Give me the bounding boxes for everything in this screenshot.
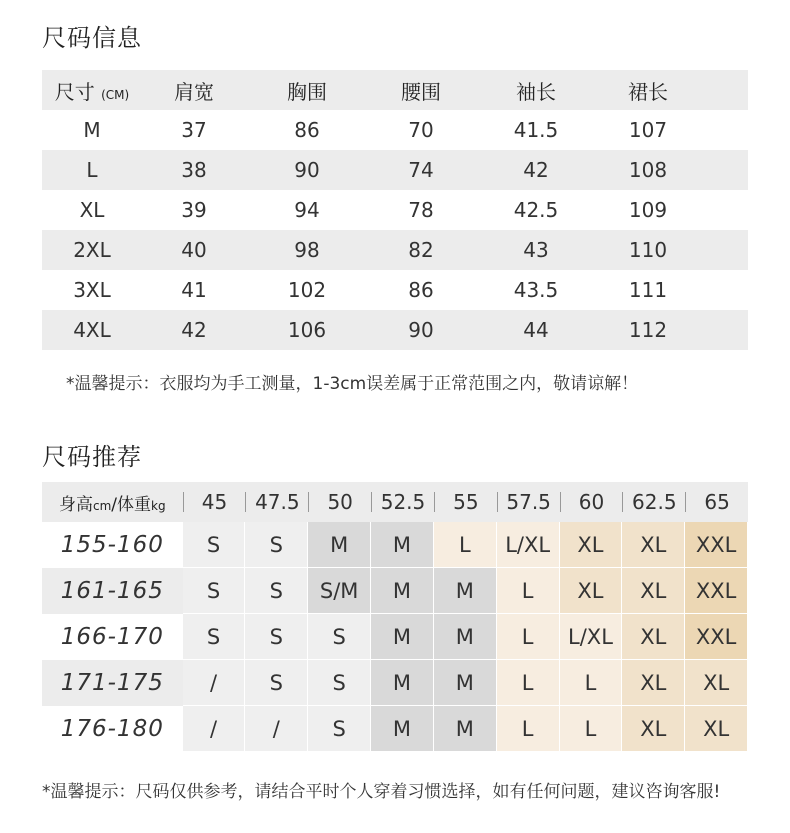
measurement-note: *温馨提示：衣服均为手工测量，1-3cm误差属于正常范围之内，敬请谅解！ [66,374,639,394]
size-cell: 41 [181,278,207,302]
recommend-cell: S [245,522,308,568]
size-cell: 78 [408,198,434,222]
size-cell: 111 [628,278,668,302]
recommend-cell: S [183,614,246,660]
recommend-cell: L/XL [497,522,560,568]
size-cell: 109 [628,198,668,222]
size-cell: 37 [181,118,207,142]
recommend-cell: S [245,660,308,706]
recommend-cell: L [497,614,560,660]
size-cell: 90 [294,158,320,182]
size-cell: 44 [523,318,549,342]
recommend-cell: M [371,706,434,752]
recommend-row [42,614,748,660]
header-waist: 腰围 [401,79,441,104]
height-weight-label: 身高cm/体重kg [58,494,166,515]
recommend-cell: M [308,522,371,568]
weight-header: 60 [560,492,623,512]
size-cell: 42.5 [513,198,559,222]
size-cell: 39 [181,198,207,222]
recommend-cell: XL [622,660,685,706]
size-cell: 70 [408,118,434,142]
recommend-cell: S [183,522,246,568]
recommend-cell: XXL [685,614,748,660]
size-cell: 43 [523,238,549,262]
size-cell: 108 [628,158,668,182]
size-row [42,190,748,230]
weight-header: 52.5 [371,492,434,512]
recommend-cell: S [308,614,371,660]
recommend-title: 尺码推荐 [42,443,142,471]
weight-header: 55 [434,492,497,512]
recommend-cell: L [497,568,560,614]
header-sleeve: 袖长 [516,79,556,104]
size-cell: L [86,158,98,182]
recommend-cell: L [560,706,623,752]
recommend-cell: XL [685,706,748,752]
recommend-cell: M [434,660,497,706]
recommend-cell: S/M [308,568,371,614]
recommend-cell: M [371,522,434,568]
recommend-cell: / [183,660,246,706]
recommend-header [42,482,748,522]
recommend-cell: M [434,568,497,614]
size-cell: 107 [628,118,668,142]
recommend-cell: XL [622,568,685,614]
recommend-cell: S [183,568,246,614]
recommend-cell: S [245,614,308,660]
recommend-cell: S [245,568,308,614]
recommend-cell: L [497,706,560,752]
recommend-table [42,482,748,752]
weight-header: 57.5 [497,492,560,512]
recommend-cell: M [371,614,434,660]
recommend-row [42,706,748,752]
size-row [42,230,748,270]
size-info-title: 尺码信息 [42,24,142,52]
height-range: 171-175 [42,660,183,706]
recommend-cell: XL [622,706,685,752]
header-shoulder: 肩宽 [174,79,214,104]
height-range: 166-170 [42,614,183,660]
size-cell: 82 [408,238,434,262]
recommend-cell: L [434,522,497,568]
recommend-cell: XL [622,614,685,660]
weight-header: 65 [685,492,748,512]
recommend-cell: S [308,706,371,752]
size-cell: 98 [294,238,320,262]
size-cell: 42 [181,318,207,342]
recommend-cell: L/XL [560,614,623,660]
recommend-row [42,660,748,706]
size-cell: 102 [287,278,327,302]
size-cell: 106 [287,318,327,342]
size-row [42,270,748,310]
size-cell: 3XL [73,278,111,302]
size-cell: 38 [181,158,207,182]
recommend-cell: XXL [685,568,748,614]
recommend-cell: M [434,706,497,752]
size-cell: 86 [294,118,320,142]
recommend-cell: / [183,706,246,752]
size-cell: 42 [523,158,549,182]
size-cell: 2XL [73,238,111,262]
recommend-cell: XL [560,522,623,568]
recommend-cell: L [560,660,623,706]
header-chest: 胸围 [287,79,327,104]
size-cell: 4XL [73,318,111,342]
size-cell: XL [79,198,105,222]
recommend-row [42,568,748,614]
size-cell: 110 [628,238,668,262]
height-range: 176-180 [42,706,183,752]
recommend-cell: S [308,660,371,706]
size-row [42,150,748,190]
size-cell: 41.5 [513,118,559,142]
size-cell: 43.5 [513,278,559,302]
size-cell: 74 [408,158,434,182]
height-range: 155-160 [42,522,183,568]
recommend-cell: XL [560,568,623,614]
recommend-cell: XL [622,522,685,568]
recommend-cell: M [371,660,434,706]
size-cell: 86 [408,278,434,302]
recommend-note: *温馨提示：尺码仅供参考，请结合平时个人穿着习惯选择，如有任何问题，建议咨询客服! [42,782,721,802]
recommend-cell: XXL [685,522,748,568]
recommend-cell: M [434,614,497,660]
size-table-header [42,70,748,110]
weight-header: 47.5 [245,492,308,512]
header-size: 尺寸 (CM) [54,79,130,104]
weight-header: 45 [183,492,246,512]
size-cell: 90 [408,318,434,342]
weight-header: 62.5 [622,492,685,512]
size-cell: 94 [294,198,320,222]
size-cell: 112 [628,318,668,342]
size-row [42,110,748,150]
recommend-cell: / [245,706,308,752]
recommend-cell: M [371,568,434,614]
size-cell: M [83,118,101,142]
recommend-cell: L [497,660,560,706]
recommend-cell: XL [685,660,748,706]
header-length: 裙长 [628,79,668,104]
recommend-row [42,522,748,568]
weight-header: 50 [308,492,371,512]
size-table [42,70,748,350]
height-range: 161-165 [42,568,183,614]
size-cell: 40 [181,238,207,262]
size-row [42,310,748,350]
